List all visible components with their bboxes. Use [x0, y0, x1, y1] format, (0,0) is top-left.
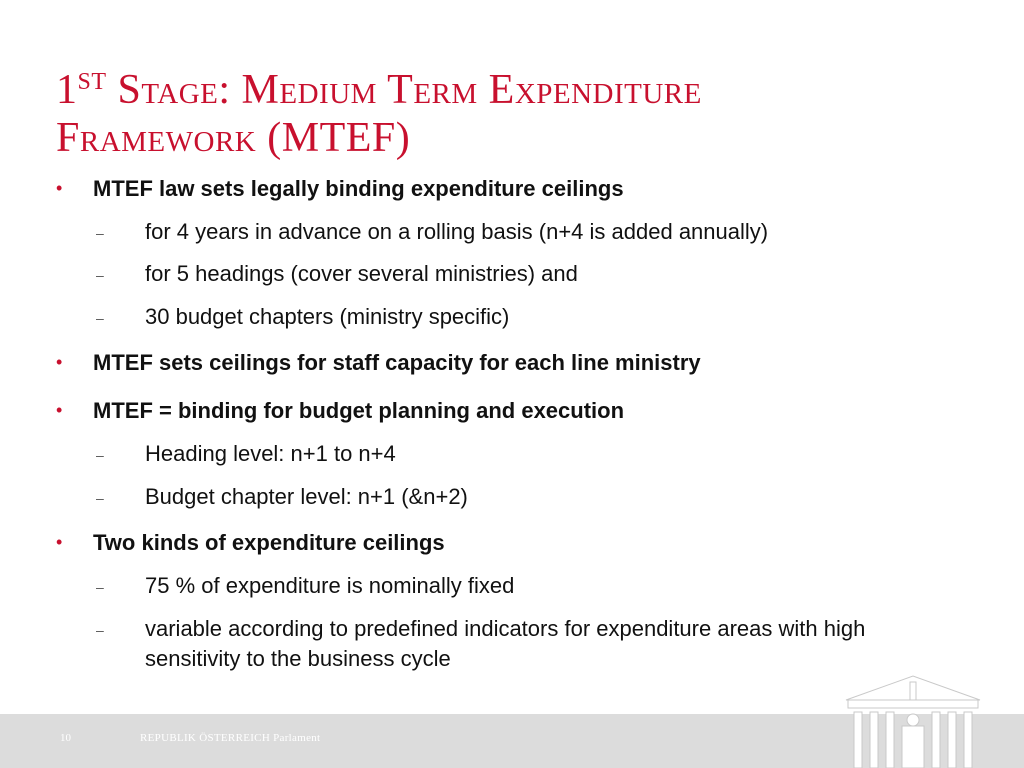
dash-marker: – [96, 490, 104, 506]
bullet-marker: • [56, 532, 63, 552]
bullet-text: MTEF law sets legally binding expenditure ceilings [93, 176, 624, 201]
sub-text: 75 % of expenditure is nominally fixed [145, 573, 515, 598]
title-ordinal: 1 [56, 67, 78, 113]
title-line2: Framework [56, 115, 257, 161]
bullet-marker: • [56, 352, 63, 372]
sub-text: 30 budget chapters (ministry specific) [145, 304, 510, 329]
sub-text: Heading level: n+1 to n+4 [145, 441, 396, 466]
title-ordinal-sup: ST [77, 69, 107, 95]
dash-marker: – [96, 225, 104, 241]
slide-title [56, 58, 956, 162]
sub-text: variable according to predefined indicators for expenditure areas with high sensitivity to the business cycle [145, 616, 866, 671]
sub-text: for 5 headings (cover several ministries) and [145, 261, 578, 286]
sub-text: Budget chapter level: n+1 (&n+2) [145, 484, 468, 509]
parliament-building-icon [838, 668, 988, 768]
sub-text: for 4 years in advance on a rolling basis (n+4 is added annually) [145, 219, 769, 244]
bullet-text: MTEF = binding for budget planning and execution [93, 398, 625, 423]
bullet-text: Two kinds of expenditure ceilings [93, 530, 445, 555]
dash-marker: – [96, 622, 104, 638]
dash-marker: – [96, 579, 104, 595]
dash-marker: – [96, 310, 104, 326]
title-acronym: (MTEF) [267, 115, 411, 161]
bullet-marker: • [56, 400, 63, 420]
bullet-text: MTEF sets ceilings for staff capacity for each line ministry [93, 350, 701, 375]
page-number: 10 [60, 732, 71, 744]
dash-marker: – [96, 447, 104, 463]
title-line1: Stage: Medium Term Expenditure [117, 67, 702, 113]
bullet-marker: • [56, 178, 63, 198]
footer-organization: REPUBLIK ÖSTERREICH Parlament [140, 732, 321, 744]
dash-marker: – [96, 267, 104, 283]
